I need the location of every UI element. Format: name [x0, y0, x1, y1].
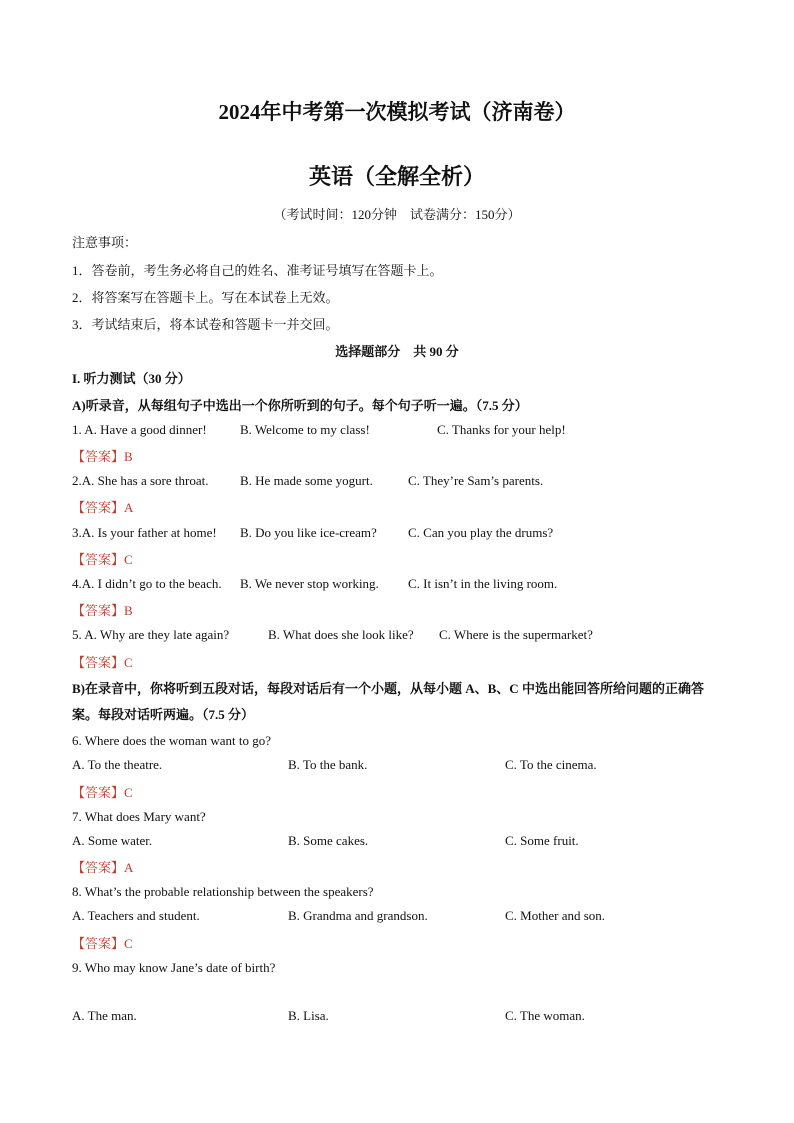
option-b: B. Welcome to my class! [240, 422, 370, 437]
answer-label: 【答案】C [72, 785, 133, 800]
option-c: C. To the cinema. [505, 757, 597, 772]
part-a-instructions: A)听录音，从每组句子中选出一个你所听到的句子。每个句子听一遍。（7.5 分） [72, 398, 528, 413]
option-c: C. They’re Sam’s parents. [408, 473, 544, 488]
option-b: B. Grandma and grandson. [288, 908, 428, 923]
option-c: C. It isn’t in the living room. [408, 576, 558, 591]
option-b: B. He made some yogurt. [240, 473, 373, 488]
option-b: B. Some cakes. [288, 833, 369, 848]
note-item: 1．答卷前，考生务必将自己的姓名、准考证号填写在答题卡上。 [72, 263, 443, 278]
option-b: B. Lisa. [288, 1008, 329, 1023]
option-a: 2.A. She has a sore throat. [72, 473, 209, 488]
answer-label: 【答案】B [72, 449, 133, 464]
option-c: C. Can you play the drums? [408, 525, 554, 540]
section-header: 选择题部分 共 90 分 [335, 344, 459, 359]
option-a: 1. A. Have a good dinner! [72, 422, 207, 437]
answer-label: 【答案】C [72, 552, 133, 567]
exam-info: （考试时间：120分钟 试卷满分：150分） [273, 207, 521, 222]
question-text: 8. What’s the probable relationship between the speakers? [72, 884, 374, 899]
question-text: 7. What does Mary want? [72, 809, 206, 824]
option-a: A. Some water. [72, 833, 153, 848]
notes-heading: 注意事项： [72, 235, 138, 250]
option-c: C. Some fruit. [505, 833, 579, 848]
part-title: I. 听力测试（30 分） [72, 371, 191, 386]
option-a: 3.A. Is your father at home! [72, 525, 217, 540]
exam-title: 2024年中考第一次模拟考试（济南卷） [218, 100, 576, 124]
option-a: A. To the theatre. [72, 757, 163, 772]
option-b: B. We never stop working. [240, 576, 379, 591]
note-item: 3．考试结束后，将本试卷和答题卡一并交回。 [72, 317, 339, 332]
option-c: C. Where is the supermarket? [439, 627, 593, 642]
option-a: 5. A. Why are they late again? [72, 627, 230, 642]
option-b: B. What does she look like? [268, 627, 414, 642]
answer-label: 【答案】A [72, 860, 134, 875]
question-text: 9. Who may know Jane’s date of birth? [72, 960, 276, 975]
option-a: A. Teachers and student. [72, 908, 200, 923]
option-a: 4.A. I didn’t go to the beach. [72, 576, 222, 591]
option-c: C. Thanks for your help! [437, 422, 566, 437]
exam-subtitle: 英语（全解全析） [308, 164, 485, 189]
option-b: B. To the bank. [288, 757, 368, 772]
answer-label: 【答案】C [72, 655, 133, 670]
question-text: 6. Where does the woman want to go? [72, 733, 272, 748]
part-b-instructions: B)在录音中，你将听到五段对话，每段对话后有一个小题，从每小题 A、B、C 中选出能回答所给问题的正确答案。每段对话听两遍。（7.5 分） [72, 681, 704, 722]
answer-label: 【答案】B [72, 603, 133, 618]
option-b: B. Do you like ice-cream? [240, 525, 377, 540]
answer-label: 【答案】C [72, 936, 133, 951]
option-c: C. The woman. [505, 1008, 585, 1023]
note-item: 2．将答案写在答题卡上。写在本试卷上无效。 [72, 290, 339, 305]
option-c: C. Mother and son. [505, 908, 606, 923]
answer-label: 【答案】A [72, 500, 134, 515]
option-a: A. The man. [72, 1008, 137, 1023]
